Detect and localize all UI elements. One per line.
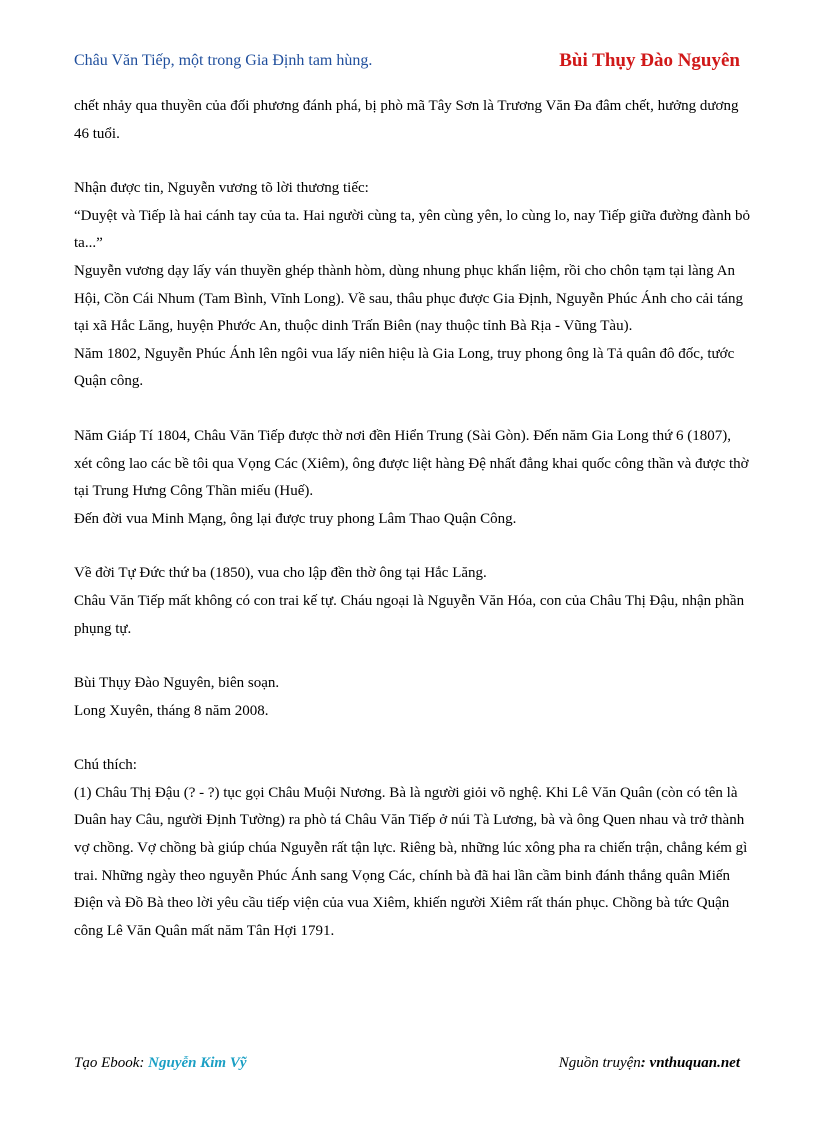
document-body xyxy=(74,93,750,945)
quote-paragraph: “Duyệt và Tiếp là hai cánh tay của ta. Hai người cùng ta, yên cùng yên, lo cùng lo, nay Tiếp giữa đường đành bỏ ta...” xyxy=(74,207,750,252)
paragraph-gap xyxy=(74,396,750,423)
document-title: Châu Văn Tiếp, một trong Gia Định tam hùng. xyxy=(74,52,373,69)
ebook-creator-name: Nguyễn Kim Vỹ xyxy=(148,1055,247,1071)
ebook-credit-label: Tạo Ebook xyxy=(74,1055,140,1071)
source-credit xyxy=(559,1055,740,1072)
paragraph-gap xyxy=(74,725,750,752)
source-separator: : xyxy=(640,1055,650,1071)
paragraph-gap xyxy=(74,148,750,175)
author-name: Bùi Thụy Đào Nguyên xyxy=(559,50,740,71)
paragraph: Đến đời vua Minh Mạng, ông lại được truy phong Lâm Thao Quận Công. xyxy=(74,510,517,527)
source-site: vnthuquan.net xyxy=(649,1055,740,1071)
notes-heading: Chú thích: xyxy=(74,757,137,774)
source-label: Nguồn truyện xyxy=(558,1055,641,1071)
paragraph: chết nhảy qua thuyền của đối phương đánh phá, bị phò mã Tây Sơn là Trương Văn Đa đâm chết, hưởng dương 46 tuổi. xyxy=(74,98,739,142)
date-line: Long Xuyên, tháng 8 năm 2008. xyxy=(74,702,269,719)
paragraph-gap xyxy=(74,533,750,560)
footnote: (1) Châu Thị Đậu (? - ?) tục gọi Châu Muội Nương. Bà là người giỏi võ nghệ. Khi Lê Văn Quân (còn có tên là Duân hay Câu, người Định Tường) ra phò tá Châu Văn Tiếp ở núi Tà Lương, bà và ông Quen nhau và trở thành vợ chồng. Vợ chồng bà giúp chúa Nguyễn rất tận lực. Riêng bà, những lúc xông pha ra chiến trận, chẳng kém gì trai. Những ngày theo nguyễn Phúc Ánh sang Vọng Các, chính bà đã hai lần cầm binh đánh thắng quân Miến Điện và Đồ Bà theo lời yêu cầu tiếp viện của vua Xiêm, khiến người Xiêm rất thán phục. Chồng bà tức Quận công Lê Văn Quân mất năm Tân Hợi 1791. xyxy=(74,784,748,939)
paragraph: Châu Văn Tiếp mất không có con trai kế tự. Cháu ngoại là Nguyễn Văn Hóa, con của Châu Thị Đậu, nhận phần phụng tự. xyxy=(74,592,745,637)
ebook-credit xyxy=(74,1055,247,1072)
paragraph-gap xyxy=(74,643,750,670)
paragraph: Năm Giáp Tí 1804, Châu Văn Tiếp được thờ nơi đền Hiển Trung (Sài Gòn). Đến năm Gia Long thứ 6 (1807), xét công lao các bề tôi qua Vọng Các (Xiêm), ông được liệt hàng Đệ nhất đẳng khai quốc công thần và được thờ tại Trung Hưng Công Thần miếu (Huế). xyxy=(74,427,749,500)
paragraph: Nguyễn vương dạy lấy ván thuyền ghép thành hòm, dùng nhung phục khẩn liệm, rồi cho chôn tạm tại làng An Hội, Cồn Cái Nhum (Tam Bình, Vĩnh Long). Về sau, thâu phục được Gia Định, Nguyễn Phúc Ánh cho cải táng tại xã Hắc Lăng, huyện Phước An, thuộc dinh Trấn Biên (nay thuộc tỉnh Bà Rịa - Vũng Tàu). xyxy=(74,262,743,335)
page-footer xyxy=(74,1055,740,1077)
paragraph: Năm 1802, Nguyễn Phúc Ánh lên ngôi vua lấy niên hiệu là Gia Long, truy phong ông là Tả quân đô đốc, tước Quận công. xyxy=(74,345,735,390)
page-header xyxy=(74,50,740,76)
paragraph: Nhận được tin, Nguyễn vương tõ lời thương tiếc: xyxy=(74,180,369,197)
signature-line: Bùi Thụy Đào Nguyên, biên soạn. xyxy=(74,675,280,692)
paragraph: Về đời Tự Đức thứ ba (1850), vua cho lập đền thờ ông tại Hắc Lăng. xyxy=(74,565,487,582)
ebook-credit-separator: : xyxy=(139,1055,149,1071)
